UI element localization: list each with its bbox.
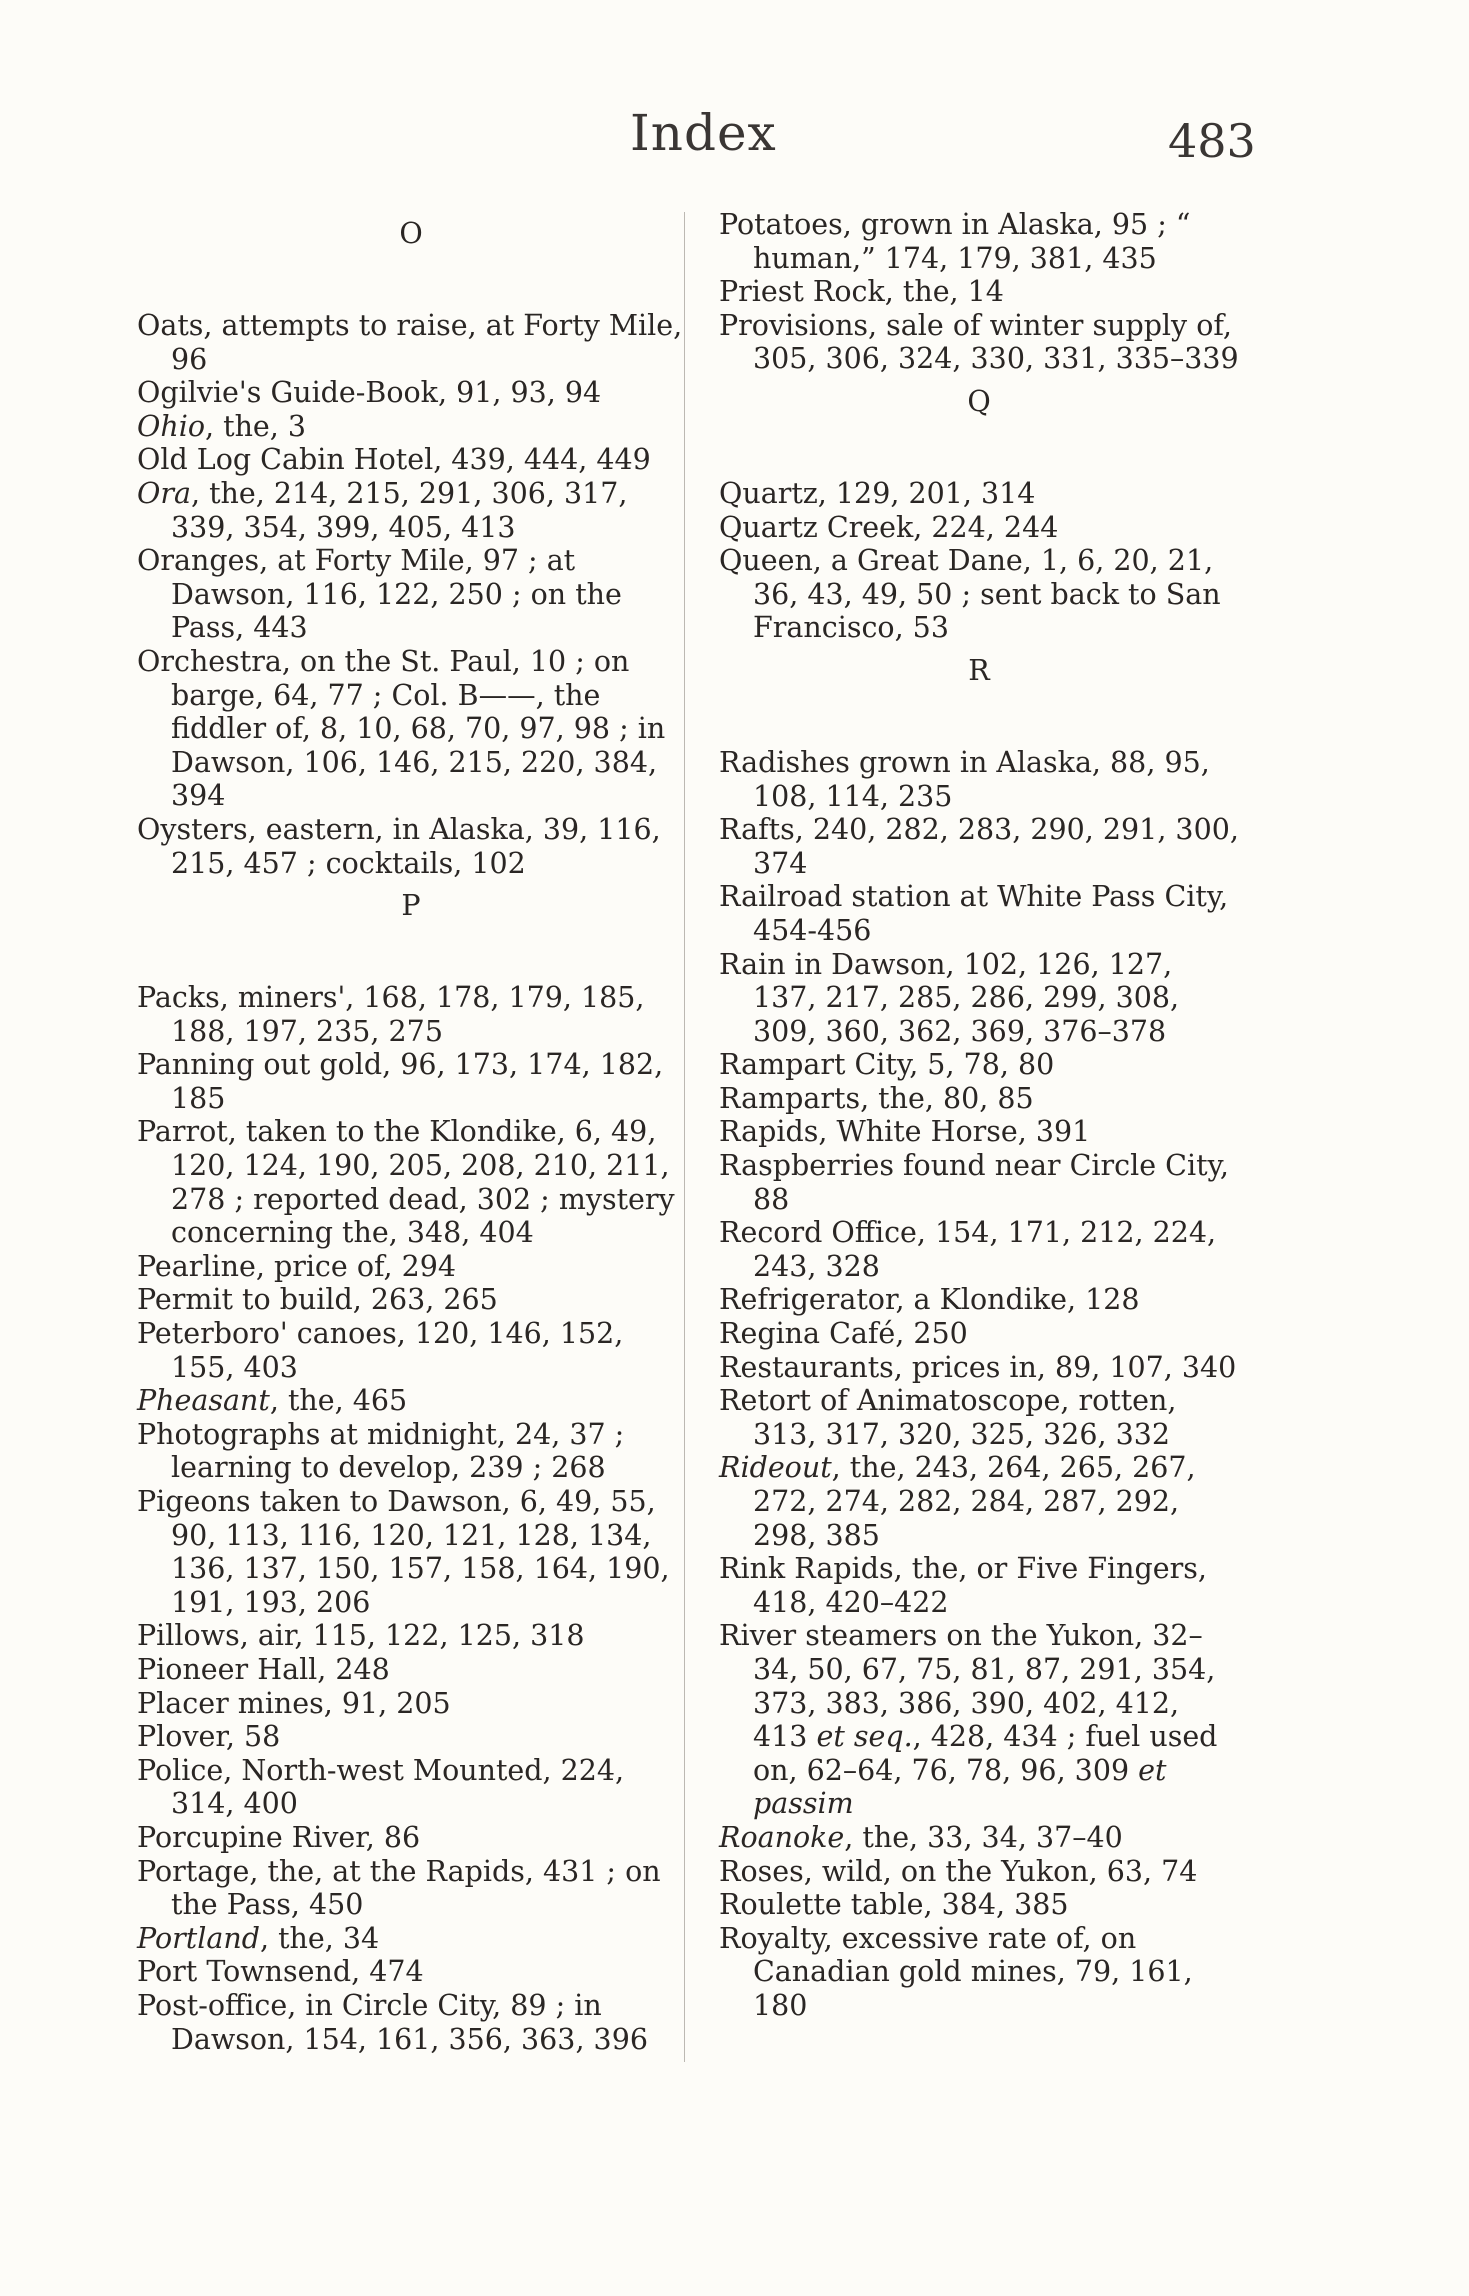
- entry-text: Record Office, 154, 171, 212, 224, 243, 328: [719, 1216, 1217, 1283]
- entry-text: Restaurants, prices in, 89, 107, 340: [719, 1350, 1237, 1384]
- entry-text: Ramparts, the, 80, 85: [719, 1081, 1034, 1115]
- entry-text: Oranges, at Forty Mile, 97 ; at Dawson, 116, 122, 250 ; on the Pass, 443: [137, 544, 622, 645]
- entry-text: Peterboro' canoes, 120, 146, 152, 155, 403: [137, 1317, 624, 1384]
- entry-text: Portage, the, at the Rapids, 431 ; on the Pass, 450: [137, 1854, 661, 1922]
- index-entry: [137, 1619, 685, 1653]
- entry-text: Roses, wild, on the Yukon, 63, 74: [719, 1854, 1198, 1888]
- index-entry: [719, 1922, 1239, 2023]
- section-letter: O: [399, 217, 423, 250]
- entry-text: Pillows, air, 115, 122, 125, 318: [137, 1619, 585, 1653]
- entry-text: Quartz Creek, 224, 244: [719, 510, 1059, 544]
- index-entry: [719, 309, 1239, 376]
- entry-text: Royalty, excessive rate of, on Canadian gold mines, 79, 161, 180: [719, 1921, 1193, 2022]
- entry-text: Roulette table, 384, 385: [719, 1888, 1069, 1922]
- page-number: 483: [1168, 114, 1256, 168]
- index-entry: [137, 1821, 685, 1855]
- entry-text: Police, North-west Mounted, 224, 314, 400: [137, 1753, 625, 1821]
- index-entry: [719, 880, 1239, 947]
- entry-text: Old Log Cabin Hotel, 439, 444, 449: [137, 443, 651, 477]
- entry-text: , the, 243, 264, 265, 267, 272, 274, 282, 284, 287, 292, 298, 385: [753, 1451, 1196, 1552]
- index-entry: [137, 1048, 685, 1115]
- entry-text: , the, 465: [269, 1384, 408, 1418]
- entry-text: Rapids, White Horse, 391: [719, 1115, 1091, 1149]
- entry-text: Pearline, price of, 294: [137, 1249, 457, 1283]
- index-column-right: [719, 208, 1239, 2023]
- index-entry: [719, 813, 1239, 880]
- entry-italic-term: Roanoke: [719, 1820, 845, 1854]
- entry-text: Porcupine River, 86: [137, 1820, 421, 1854]
- index-entry: [137, 443, 685, 477]
- index-entry: [719, 1451, 1239, 1552]
- section-letter: P: [401, 889, 421, 923]
- entry-italic-term: Portland: [137, 1921, 260, 1955]
- index-entry: [719, 1216, 1239, 1283]
- running-title: Index: [630, 104, 777, 162]
- entry-text: Parrot, taken to the Klondike, 6, 49, 120, 124, 190, 205, 208, 210, 211, 278 ; reported dead, 302 ; mystery concerning the, 348, 404: [137, 1115, 675, 1250]
- index-entry: [137, 1955, 685, 1989]
- entry-text: Priest Rock, the, 14: [719, 275, 1004, 309]
- index-entry: [719, 1351, 1239, 1385]
- index-entry: [137, 1754, 685, 1821]
- index-entry: [137, 1115, 685, 1249]
- entry-text: Ogilvie's Guide-Book, 91, 93, 94: [137, 376, 602, 410]
- index-entry: [137, 309, 685, 376]
- index-entry: [137, 1922, 685, 1956]
- column-divider: [684, 212, 685, 2062]
- entry-text: Regina Café, 250: [719, 1317, 968, 1351]
- entry-text: Rafts, 240, 282, 283, 290, 291, 300, 374: [719, 813, 1239, 880]
- index-entry: [719, 1149, 1239, 1216]
- index-entry: [719, 746, 1239, 813]
- index-entry: [137, 1989, 685, 2056]
- index-entry: [137, 813, 685, 880]
- entry-text: Quartz, 129, 201, 314: [719, 476, 1036, 510]
- entry-text: Placer mines, 91, 205: [137, 1686, 451, 1720]
- entry-text: Oysters, eastern, in Alaska, 39, 116, 215, 457 ; cocktails, 102: [137, 812, 661, 880]
- index-entry: [137, 1250, 685, 1284]
- index-entry: [719, 1619, 1239, 1821]
- index-entry: [719, 511, 1239, 545]
- entry-text: Orchestra, on the St. Paul, 10 ; on barge, 64, 77 ; Col. B——, the fiddler of, 8, 10, 68, 70, 97, 98 ; in Dawson, 106, 146, 215, 220, 384, 394: [137, 644, 666, 813]
- index-entry: [137, 1653, 685, 1687]
- entry-text: Pigeons taken to Dawson, 6, 49, 55, 90, 113, 116, 120, 121, 128, 134, 136, 137, 150, 157, 158, 164, 190, 191, 193, 206: [137, 1485, 670, 1619]
- entry-text: Photographs at midnight, 24, 37 ; learning to develop, 239 ; 268: [137, 1417, 625, 1485]
- index-entry: [137, 1855, 685, 1922]
- entry-text: River steamers on the Yukon, 32–34, 50, 67, 75, 81, 87, 291, 354, 373, 383, 386, 390, 402, 412, 413: [719, 1619, 1216, 1754]
- entry-text: Pioneer Hall, 248: [137, 1652, 390, 1686]
- entry-text: Post-office, in Circle City, 89 ; in Dawson, 154, 161, 356, 363, 396: [137, 1988, 648, 2056]
- index-entry: [137, 1283, 685, 1317]
- index-entry: [719, 275, 1239, 309]
- entry-text: , the, 33, 34, 37–40: [844, 1820, 1123, 1854]
- index-entry: [719, 1552, 1239, 1619]
- page-header: [0, 96, 1469, 166]
- index-entry: [719, 1082, 1239, 1116]
- index-entry: [137, 544, 685, 645]
- index-entry: [137, 645, 685, 813]
- index-entry: [137, 1418, 685, 1485]
- entry-text: , the, 3: [205, 409, 307, 443]
- entry-italic-term: Rideout: [719, 1451, 832, 1485]
- index-entry: [719, 1384, 1239, 1451]
- entry-text: Rampart City, 5, 78, 80: [719, 1048, 1055, 1082]
- index-entry: [137, 1485, 685, 1619]
- entry-text: Raspberries found near Circle City, 88: [719, 1149, 1229, 1216]
- section-letter: R: [968, 653, 990, 687]
- entry-text: Packs, miners', 168, 178, 179, 185, 188, 197, 235, 275: [137, 981, 645, 1048]
- entry-italic-term: et seq.: [807, 1720, 913, 1754]
- index-entry: [719, 1317, 1239, 1351]
- entry-text: Radishes grown in Alaska, 88, 95, 108, 114, 235: [719, 745, 1210, 813]
- entry-text: Plover, 58: [137, 1720, 281, 1754]
- index-entry: [719, 1048, 1239, 1082]
- index-entry: [137, 1317, 685, 1384]
- entry-text: Railroad station at White Pass City, 454-456: [719, 880, 1229, 947]
- entry-text: Retort of Animatoscope, rotten, 313, 317, 320, 325, 326, 332: [719, 1384, 1177, 1451]
- index-entry: [719, 1115, 1239, 1149]
- entry-italic-term: Pheasant: [137, 1384, 270, 1418]
- entry-text: Port Townsend, 474: [137, 1955, 424, 1989]
- index-entry: [719, 544, 1239, 645]
- index-entry: [719, 1888, 1239, 1922]
- entry-text: , the, 34: [259, 1921, 380, 1955]
- entry-italic-term: Ora: [137, 476, 191, 510]
- index-entry: [719, 1821, 1239, 1855]
- index-entry: [719, 948, 1239, 1049]
- entry-text: Rain in Dawson, 102, 126, 127, 137, 217, 285, 286, 299, 308, 309, 360, 362, 369, 376–378: [719, 947, 1180, 1048]
- index-entry: [719, 1283, 1239, 1317]
- section-letter: Q: [967, 384, 991, 418]
- entry-text: Panning out gold, 96, 173, 174, 182, 185: [137, 1048, 664, 1115]
- index-entry: [719, 477, 1239, 511]
- index-entry: [137, 376, 685, 410]
- index-entry: [137, 1720, 685, 1754]
- entry-text: Permit to build, 263, 265: [137, 1283, 498, 1317]
- entry-text: , 428, 434 ; fuel used on, 62–64, 76, 78, 96, 309: [753, 1720, 1218, 1787]
- entry-text: Refrigerator, a Klondike, 128: [719, 1283, 1140, 1317]
- index-entry: [137, 1687, 685, 1721]
- index-entry: [719, 1855, 1239, 1889]
- entry-italic-term: Ohio: [137, 409, 205, 443]
- index-entry: [137, 410, 685, 444]
- index-entry: [137, 1384, 685, 1418]
- entry-text: Rink Rapids, the, or Five Fingers, 418, 420–422: [719, 1552, 1207, 1619]
- index-entry: [719, 208, 1239, 275]
- entry-text: , the, 214, 215, 291, 306, 317, 339, 354, 399, 405, 413: [171, 476, 628, 544]
- entry-text: Queen, a Great Dane, 1, 6, 20, 21, 36, 43, 49, 50 ; sent back to San Francisco, 53: [719, 544, 1221, 645]
- entry-italic-term: et passim: [753, 1753, 1167, 1821]
- entry-text: Oats, attempts to raise, at Forty Mile, 96: [137, 309, 683, 376]
- index-entry: [137, 981, 685, 1048]
- index-column-left: [137, 208, 685, 2056]
- entry-text: Potatoes, grown in Alaska, 95 ; “ human,” 174, 179, 381, 435: [719, 208, 1191, 275]
- index-entry: [137, 477, 685, 544]
- entry-text: Provisions, sale of winter supply of, 305, 306, 324, 330, 331, 335–339: [719, 308, 1239, 376]
